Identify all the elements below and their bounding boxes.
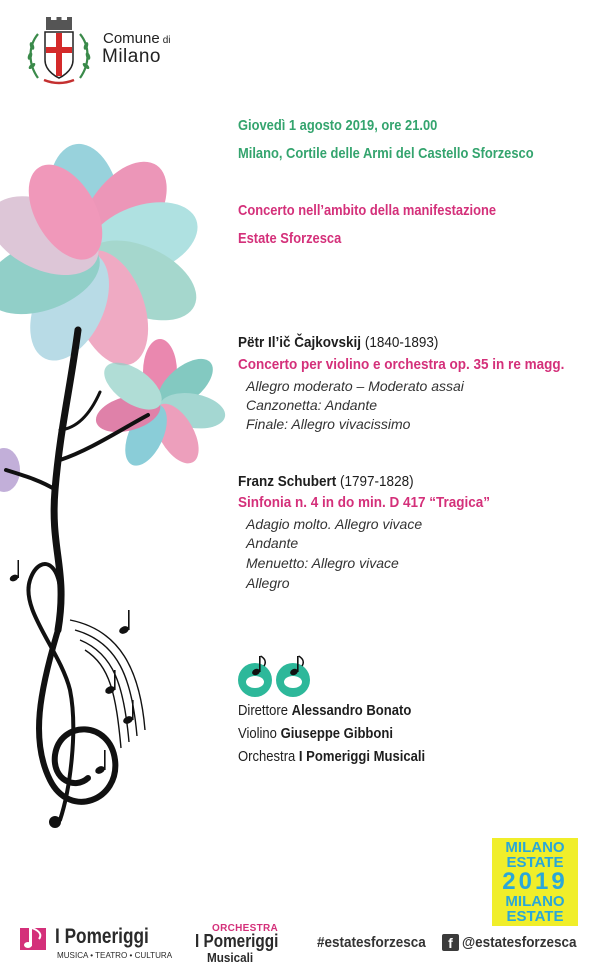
event-context-line1: Concerto nell’ambito della manifestazione [238,202,497,219]
movement: Adagio molto. Allegro vivace [246,516,423,532]
footer-social-handle: @estatesforzesca [462,934,577,951]
orchestra-logo-title: I Pomeriggi [195,931,279,951]
work-title: Sinfonia n. 4 in do min. D 417 “Tragica” [238,494,491,511]
milano-label: Milano [102,46,161,67]
pomeriggi-brand-tagline: MUSICA • TEATRO • CULTURA [57,950,173,960]
orchestra-logo-label: ORCHESTRA [212,923,279,934]
pomeriggi-notes-logo-icon [236,652,312,700]
movement: Finale: Allegro vivacissimo [246,416,411,432]
composer-name: Franz Schubert (1797-1828) [238,473,414,490]
credit-orchestra: Orchestra I Pomeriggi Musicali [238,749,426,765]
footer-hashtag: #estatesforzesca [317,934,426,951]
movement: Allegro moderato – Moderato assai [246,378,464,394]
movement: Canzonetta: Andante [246,397,378,413]
credit-conductor: Direttore Alessandro Bonato [238,703,412,719]
orchestra-logo-subtitle: Musicali [207,950,254,965]
pomeriggi-brand-title: I Pomeriggi [55,925,149,948]
work-title: Concerto per violino e orchestra op. 35 in re magg. [238,356,565,373]
composer-name: Pëtr Il’ič Čajkovskij (1840-1893) [238,334,439,351]
event-context-line2: Estate Sforzesca [238,230,342,247]
movement: Allegro [246,575,290,591]
facebook-icon: f [442,934,459,951]
credit-violin: Violino Giuseppe Gibboni [238,726,393,742]
pomeriggi-brand-icon [20,926,52,952]
movement: Menuetto: Allegro vivace [246,555,399,571]
movement: Andante [246,535,299,551]
comune-label: Comune di [103,30,171,47]
comune-milano-crest-icon [24,16,94,88]
flower-treble-clef-illustration [0,130,240,830]
milano-estate-2019-logo: MILANO ESTATE 2019 MILANO ESTATE [492,838,578,926]
big-flower [0,139,209,376]
event-date-time: Giovedì 1 agosto 2019, ore 21.00 [238,117,438,134]
event-venue: Milano, Cortile delle Armi del Castello Sforzesco [238,145,534,162]
